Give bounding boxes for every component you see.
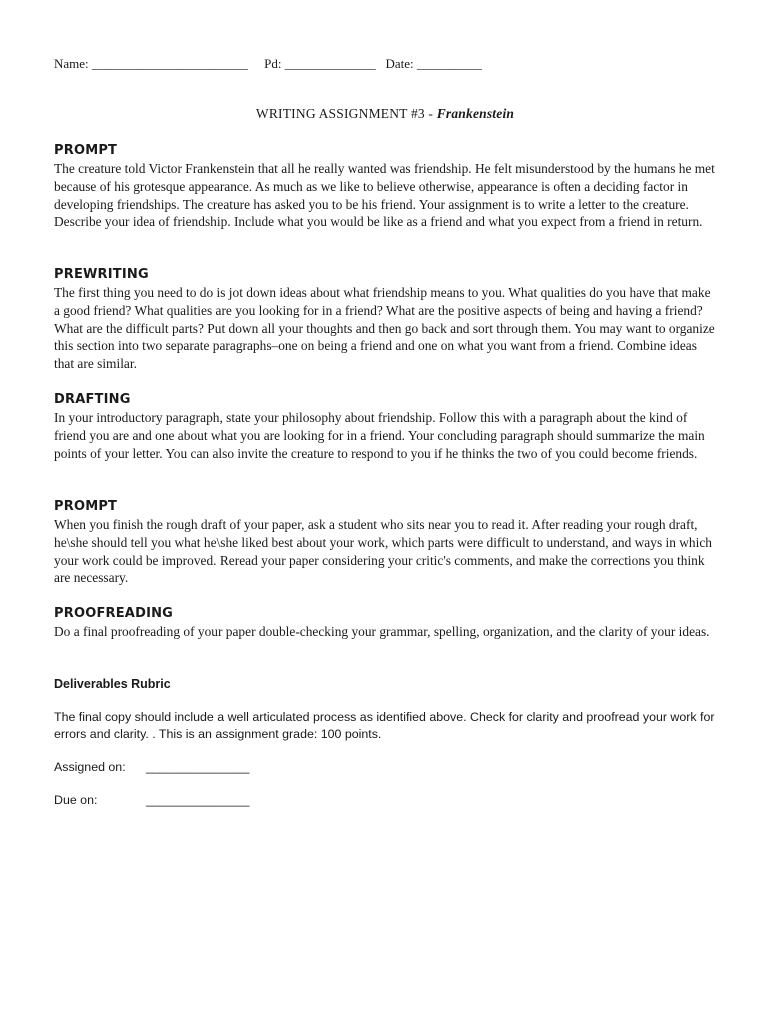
pd-blank: ______________ bbox=[284, 56, 376, 71]
name-label: Name: bbox=[54, 56, 89, 71]
section-body: Do a final proofreading of your paper double-checking your grammar, spelling, organization, and the clarity of your ideas. bbox=[54, 624, 710, 639]
pd-label: Pd: bbox=[264, 56, 282, 71]
section-prewriting bbox=[54, 266, 716, 373]
section-proofreading bbox=[54, 605, 716, 641]
due-on-label: Due on: bbox=[54, 793, 98, 807]
section-body: The creature told Victor Frankenstein that all he really wanted was friendship. He felt misunderstood by the humans he met because of his grotesque appearance. As much as we like to believe otherwise, appearance is often a deciding factor in developing friendships. The creature has asked you to be his friend. Your assignment is to write a letter to the creature. Describe your idea of friendship. Include what you would be like as a friend and what you expect from a friend in return. bbox=[54, 161, 715, 230]
assigned-on-label: Assigned on: bbox=[54, 760, 126, 774]
section-heading: PROOFREADING bbox=[54, 606, 174, 621]
due-on-blank: _______________ bbox=[146, 793, 250, 807]
section-heading: PROMPT bbox=[54, 499, 118, 514]
section-heading: DRAFTING bbox=[54, 392, 131, 407]
assignment-title bbox=[54, 106, 716, 122]
title-prefix: WRITING ASSIGNMENT #3 - bbox=[255, 106, 437, 121]
assigned-on-blank: _______________ bbox=[146, 760, 250, 774]
rubric-body: The final copy should include a well articulated process as identified above. Check for clarity and proofread your work for errors and clarity. . This is an assignment grade: 100 points. bbox=[54, 710, 715, 741]
section-drafting bbox=[54, 391, 716, 462]
rubric-heading: Deliverables Rubric bbox=[54, 677, 171, 691]
section-peer-review bbox=[54, 498, 716, 587]
date-blank: __________ bbox=[416, 56, 482, 71]
section-heading: PREWRITING bbox=[54, 267, 149, 282]
section-body: In your introductory paragraph, state your philosophy about friendship. Follow this with a paragraph about the kind of friend you are and one about what you are looking for in a friend. Your concluding paragraph should summarize the main points of your letter. You can also invite the creature to respond to you if he thinks the two of you could become friends. bbox=[54, 410, 705, 461]
student-info-line bbox=[54, 56, 482, 72]
name-blank: ________________________ bbox=[91, 56, 248, 71]
date-label: Date: bbox=[385, 56, 414, 71]
section-prompt bbox=[54, 142, 716, 231]
section-body: The first thing you need to do is jot down ideas about what friendship means to you. What qualities do you have that make a good friend? What qualities are you looking for in a friend? What are the positive aspects of being and having a friend? What are the difficult parts? Put down all your thoughts and then go back and sort through them. You may want to organize this section into two separate paragraphs–one on being a friend and one on what you want from a friend. Combine ideas that are similar. bbox=[54, 285, 715, 372]
section-body: When you finish the rough draft of your paper, ask a student who sits near you to read it. After reading your rough draft, he\she should tell you what he\she liked best about your work, which parts were difficult to understand, and ways in which your work could be improved. Reread your paper considering your critic's comments, and make the corrections you think are necessary. bbox=[54, 517, 712, 586]
section-heading: PROMPT bbox=[54, 143, 118, 158]
assigned-on-row bbox=[54, 760, 249, 774]
title-book: Frankenstein bbox=[436, 106, 515, 121]
due-on-row bbox=[54, 793, 249, 807]
